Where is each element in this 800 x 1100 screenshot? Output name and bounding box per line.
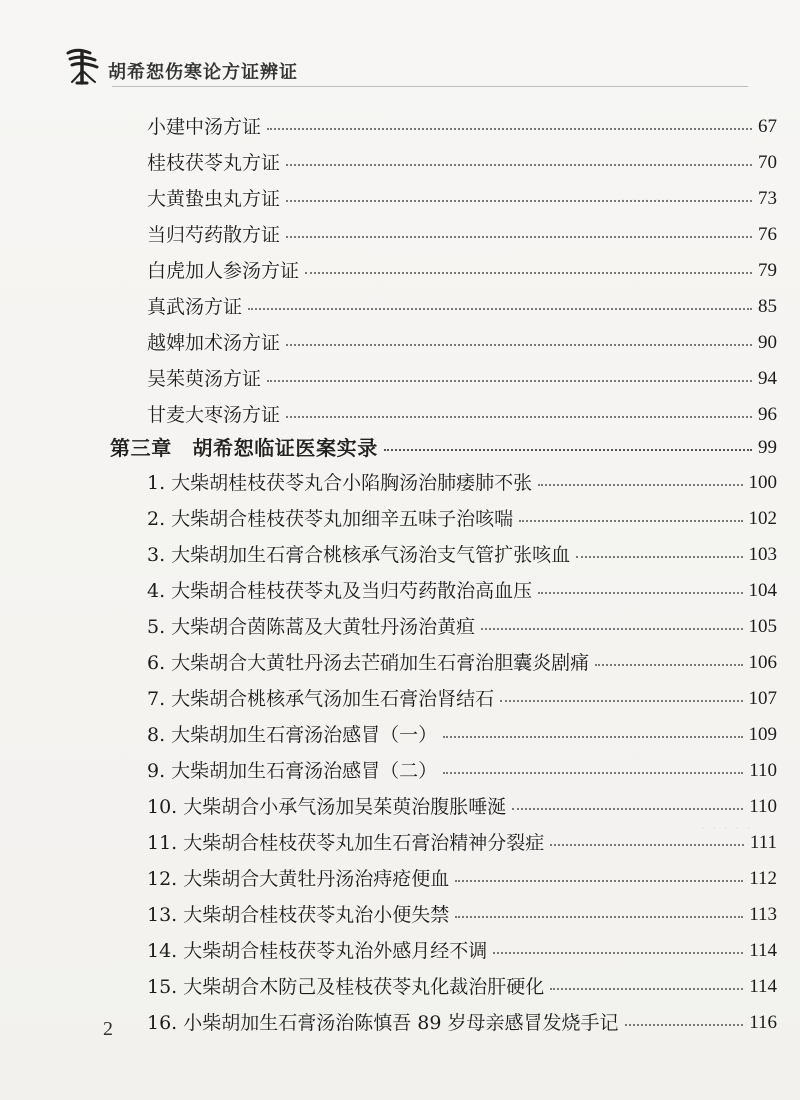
toc-entry: [147, 926, 777, 962]
dot-leader: [286, 344, 752, 346]
toc-entry-title: 16. 小柴胡加生石膏汤治陈慎吾 89 岁母亲感冒发烧手记: [147, 1012, 619, 1035]
dot-leader: [267, 380, 752, 382]
toc-entry: [147, 962, 777, 998]
dot-leader: [481, 628, 742, 630]
toc-entry: [147, 746, 777, 782]
toc-entry-title: 4. 大柴胡合桂枝茯苓丸及当归芍药散治高血压: [147, 580, 533, 603]
toc-entry-title: 12. 大柴胡合大黄牡丹汤治痔疮便血: [147, 868, 450, 891]
dot-leader: [576, 556, 742, 558]
toc-entry-title: 小建中汤方证: [147, 116, 262, 139]
dot-leader: [267, 128, 752, 130]
toc-entry-title: 甘麦大枣汤方证: [147, 404, 281, 427]
dot-leader: [443, 736, 742, 738]
toc-entry-page: 107: [748, 688, 777, 710]
toc-entry: [147, 674, 777, 710]
book-title: 胡希恕伤寒论方证辨证: [108, 62, 298, 83]
toc-entry: [147, 818, 777, 854]
toc-entry: [147, 782, 777, 818]
toc-entry-page: 109: [748, 724, 777, 746]
toc-entry-title: 2. 大柴胡合桂枝茯苓丸加细辛五味子治咳喘: [147, 508, 514, 531]
toc-entry-page: 96: [758, 404, 777, 426]
dot-leader: [595, 664, 742, 666]
toc-entry: [147, 890, 777, 926]
dot-leader: [286, 236, 752, 238]
toc-entry-page: 110: [749, 796, 777, 818]
toc-entry: [147, 390, 777, 426]
toc-entry-page: 111: [749, 832, 777, 854]
dot-leader: [286, 416, 752, 418]
toc-entry-page: 112: [749, 868, 777, 890]
toc-entry: [147, 854, 777, 890]
toc-entry-page: 90: [758, 332, 777, 354]
dot-leader: [384, 449, 752, 451]
toc-entry: [147, 102, 777, 138]
dot-leader: [455, 916, 743, 918]
toc-entry: [147, 638, 777, 674]
toc-entry-title: 大黄蛰虫丸方证: [147, 188, 281, 211]
toc-entry-title: 1. 大柴胡桂枝茯苓丸合小陷胸汤治肺痿肺不张: [147, 472, 533, 495]
toc-entry-page: 102: [748, 508, 777, 530]
toc-entry: [147, 210, 777, 246]
dot-leader: [305, 272, 752, 274]
toc-entry-page: 100: [748, 472, 777, 494]
dot-leader: [519, 520, 742, 522]
toc-entry-page: 113: [749, 904, 777, 926]
toc-entry-title: 真武汤方证: [147, 296, 243, 319]
page-number: 2: [103, 1018, 113, 1040]
toc-entry-title: 8. 大柴胡加生石膏汤治感冒（一）: [147, 724, 438, 747]
dot-leader: [625, 1024, 744, 1026]
toc-entry-title: 桂枝茯苓丸方证: [147, 152, 281, 175]
dot-leader: [286, 164, 752, 166]
dot-leader: [550, 988, 743, 990]
toc-entry-page: 85: [758, 296, 777, 318]
dot-leader: [500, 700, 742, 702]
dot-leader: [455, 880, 743, 882]
dot-leader: [286, 200, 752, 202]
toc-entry-title: 13. 大柴胡合桂枝茯苓丸治小便失禁: [147, 904, 450, 927]
toc-entry: [147, 710, 777, 746]
toc-entry-title: 10. 大柴胡合小承气汤加吴茱萸治腹胀唾涎: [147, 796, 507, 819]
toc-entry-page: 116: [749, 1012, 777, 1034]
dot-leader: [443, 772, 743, 774]
toc-entry: [147, 530, 777, 566]
toc-entry: [147, 354, 777, 390]
toc-entry-title: 5. 大柴胡合茵陈蒿及大黄牡丹汤治黄疸: [147, 616, 476, 639]
toc-entry-title: 7. 大柴胡合桃核承气汤加生石膏治肾结石: [147, 688, 495, 711]
dot-leader: [493, 952, 743, 954]
toc-entry-page: 67: [758, 116, 777, 138]
toc-entry-title: 吴茱萸汤方证: [147, 368, 262, 391]
toc-entry: [147, 998, 777, 1034]
toc-entry-page: 104: [748, 580, 777, 602]
dot-leader: [512, 808, 743, 810]
dot-leader: [538, 484, 742, 486]
toc-entry: [147, 246, 777, 282]
toc-entry-title: 11. 大柴胡合桂枝茯苓丸加生石膏治精神分裂症: [147, 832, 545, 855]
toc-entry: [147, 138, 777, 174]
toc-entry-page: 110: [749, 760, 777, 782]
toc-chapter: [110, 423, 777, 459]
toc-entry: [147, 318, 777, 354]
toc-entry-page: 114: [749, 940, 777, 962]
toc-entry-title: 9. 大柴胡加生石膏汤治感冒（二）: [147, 760, 438, 783]
toc-entry-title: 14. 大柴胡合桂枝茯苓丸治外感月经不调: [147, 940, 488, 963]
toc-entry-page: 103: [748, 544, 777, 566]
toc-entry-page: 106: [748, 652, 777, 674]
toc-entry-page: 105: [748, 616, 777, 638]
chapter-title: 第三章 胡希恕临证医案实录: [110, 436, 378, 460]
toc-entry: [147, 566, 777, 602]
toc-entry-title: 白虎加人参汤方证: [147, 260, 300, 283]
toc-entry: [147, 174, 777, 210]
toc-entry-page: 79: [758, 260, 777, 282]
toc-entry-title: 6. 大柴胡合大黄牡丹汤去芒硝加生石膏治胆囊炎剧痛: [147, 652, 590, 675]
toc-entry-page: 94: [758, 368, 777, 390]
toc-entry-page: 73: [758, 188, 777, 210]
toc-entry: [147, 458, 777, 494]
toc-entry: [147, 494, 777, 530]
toc-entry-title: 越婢加术汤方证: [147, 332, 281, 355]
chapter-page: 99: [758, 437, 777, 459]
toc-entry-page: 114: [749, 976, 777, 998]
toc-entry-page: 76: [758, 224, 777, 246]
toc-entry: [147, 602, 777, 638]
dot-leader: [248, 308, 752, 310]
dot-leader: [550, 844, 744, 846]
dot-leader: [538, 592, 742, 594]
toc-entry-title: 3. 大柴胡加生石膏合桃核承气汤治支气管扩张咳血: [147, 544, 571, 567]
toc-entry-title: 当归芍药散方证: [147, 224, 281, 247]
toc-entry-title: 15. 大柴胡合木防己及桂枝茯苓丸化裁治肝硬化: [147, 976, 545, 999]
toc-entry: [147, 282, 777, 318]
toc-entry-page: 70: [758, 152, 777, 174]
